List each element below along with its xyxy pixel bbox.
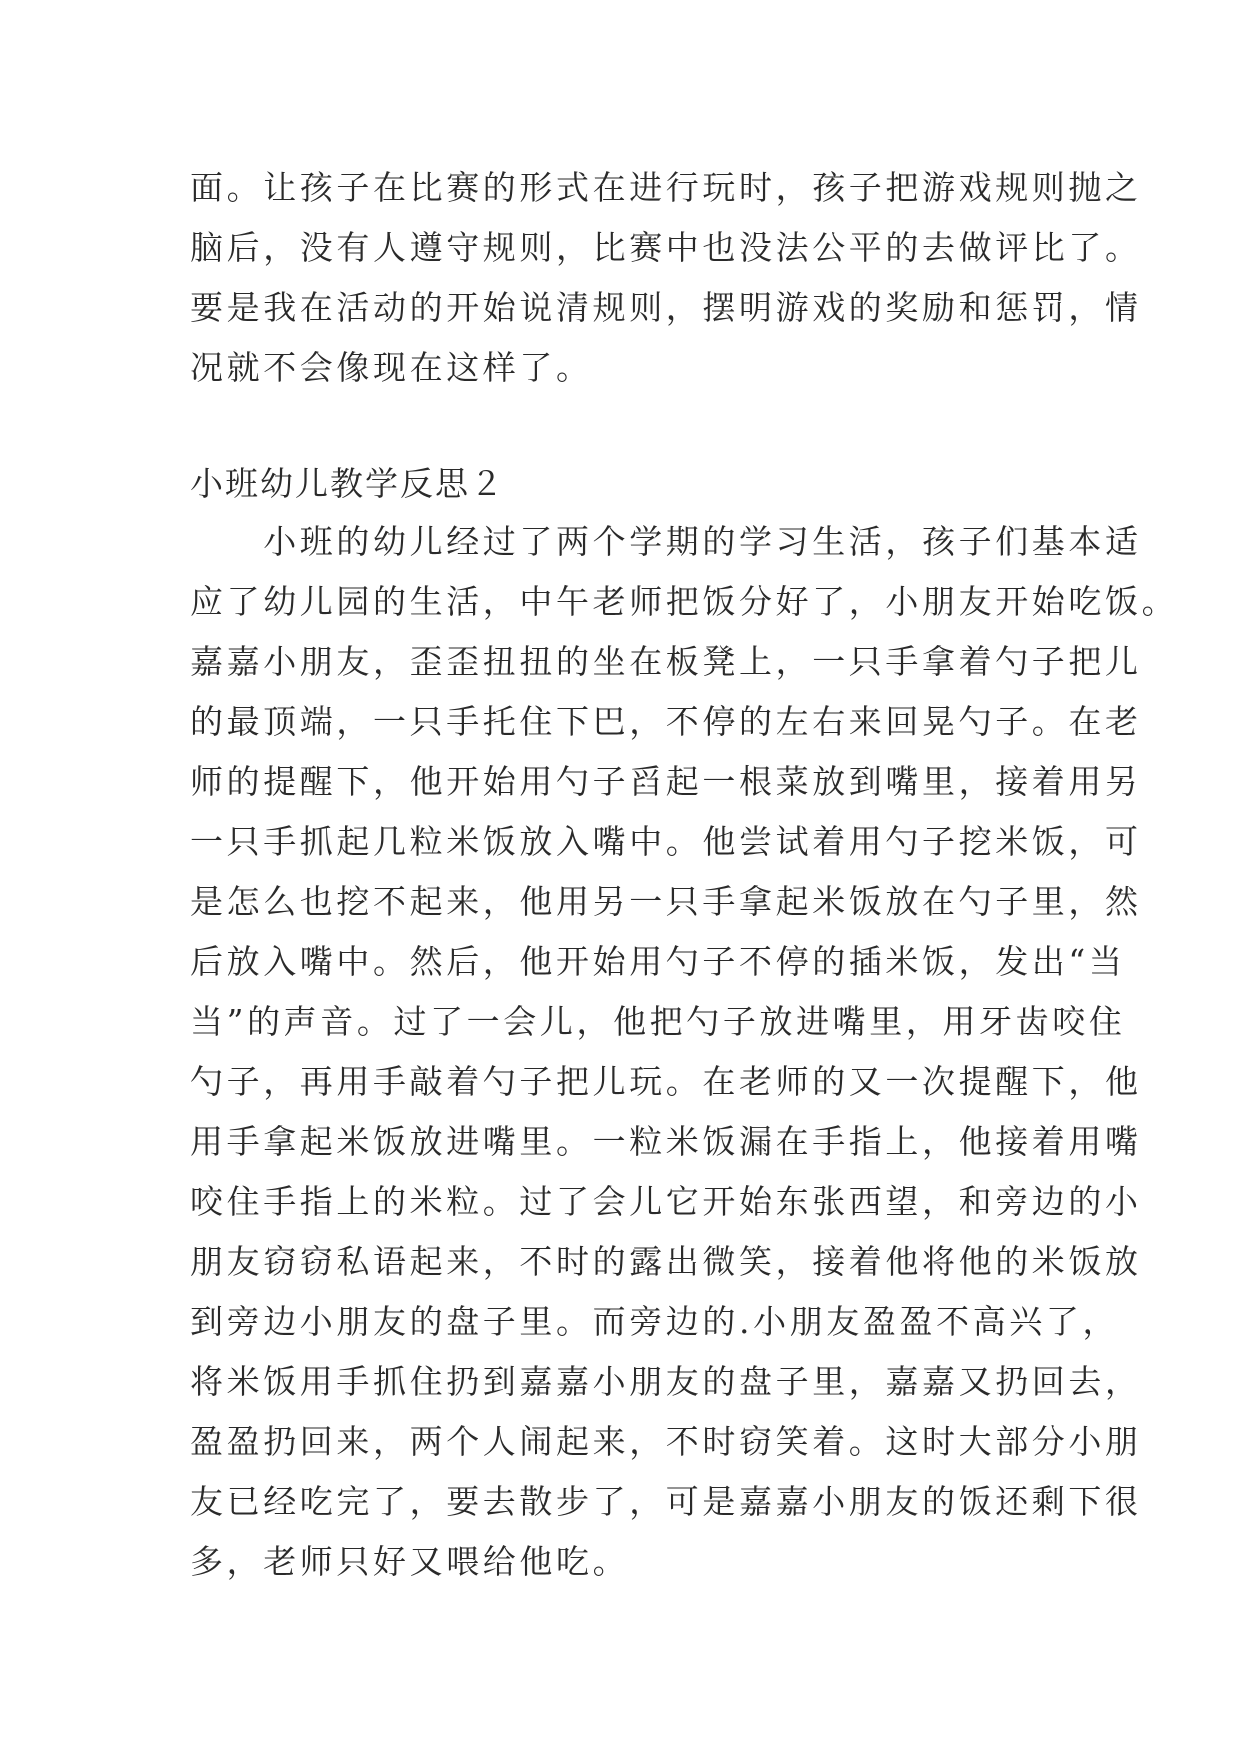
paragraph-line: 师的提醒下，他开始用勺子舀起一根菜放到嘴里，接着用另 — [190, 762, 1142, 801]
paragraph-line: 的最顶端，一只手托住下巴，不停的左右来回晃勺子。在老 — [190, 702, 1142, 741]
paragraph-line: 一只手抓起几粒米饭放入嘴中。他尝试着用勺子挖米饭，可 — [190, 822, 1142, 861]
paragraph-line: 是怎么也挖不起来，他用另一只手拿起米饭放在勺子里，然 — [190, 882, 1142, 921]
paragraph-line: 脑后，没有人遵守规则，比赛中也没法公平的去做评比了。 — [190, 228, 1142, 267]
paragraph-line: 朋友窃窃私语起来，不时的露出微笑，接着他将他的米饭放 — [190, 1242, 1142, 1281]
paragraph-line: 后放入嘴中。然后，他开始用勺子不停的插米饭，发出“当 — [190, 942, 1126, 981]
paragraph-line: 面。让孩子在比赛的形式在进行玩时，孩子把游戏规则抛之 — [190, 168, 1142, 207]
paragraph-line: 用手拿起米饭放进嘴里。一粒米饭漏在手指上，他接着用嘴 — [190, 1122, 1142, 1161]
section-heading: 小班幼儿教学反思２ — [190, 464, 505, 503]
paragraph-line: 到旁边小朋友的盘子里。而旁边的.小朋友盈盈不高兴了， — [190, 1302, 1120, 1341]
paragraph-line: 要是我在活动的开始说清规则，摆明游戏的奖励和惩罚，情 — [190, 288, 1142, 327]
paragraph-line: 勺子，再用手敲着勺子把儿玩。在老师的又一次提醒下，他 — [190, 1062, 1142, 1101]
paragraph-line: 咬住手指上的米粒。过了会儿它开始东张西望，和旁边的小 — [190, 1182, 1142, 1221]
paragraph-line: 多，老师只好又喂给他吃。 — [190, 1542, 630, 1581]
paragraph-line: 友已经吃完了，要去散步了，可是嘉嘉小朋友的饭还剩下很 — [190, 1482, 1142, 1521]
paragraph-line: 盈盈扔回来，两个人闹起来，不时窃笑着。这时大部分小朋 — [190, 1422, 1142, 1461]
paragraph-line: 当”的声音。过了一会儿，他把勺子放进嘴里，用牙齿咬住 — [190, 1002, 1126, 1041]
paragraph-line: 况就不会像现在这样了。 — [190, 348, 593, 387]
paragraph-line: 应了幼儿园的生活，中午老师把饭分好了，小朋友开始吃饭。 — [190, 582, 1179, 621]
paragraph-line: 小班的幼儿经过了两个学期的学习生活，孩子们基本适 — [190, 522, 1142, 561]
paragraph-line: 将米饭用手抓住扔到嘉嘉小朋友的盘子里，嘉嘉又扔回去， — [190, 1362, 1142, 1401]
paragraph-line: 嘉嘉小朋友，歪歪扭扭的坐在板凳上，一只手拿着勺子把儿 — [190, 642, 1142, 681]
